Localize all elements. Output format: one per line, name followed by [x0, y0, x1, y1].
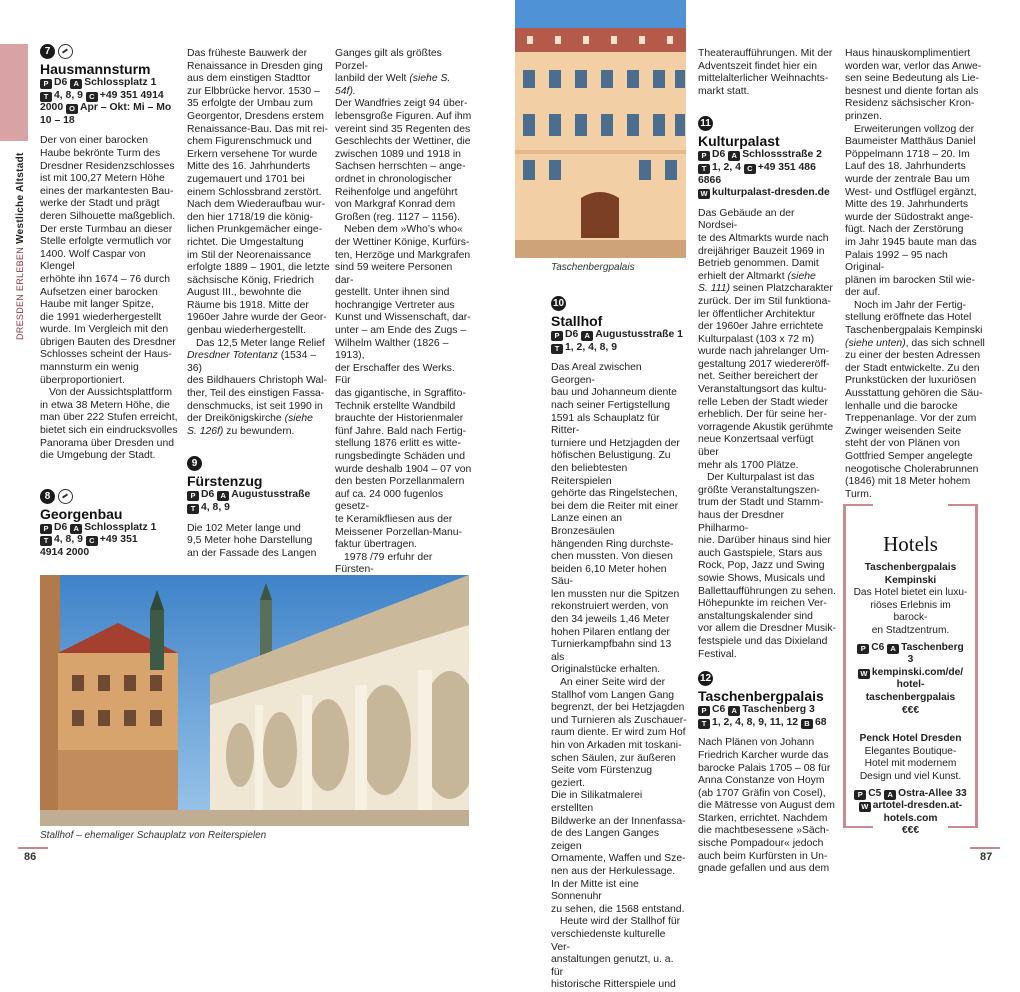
- hotel-price: €€€: [902, 704, 919, 716]
- hotel-name: Taschenbergpalais Kempinski: [864, 562, 957, 586]
- address-icon: A: [217, 491, 229, 501]
- address-icon: A: [70, 79, 82, 89]
- web-icon: W: [698, 189, 710, 199]
- entry-title: Fürstenzug: [187, 473, 263, 490]
- tram-icon: T: [40, 92, 52, 102]
- photo-caption: Stallhof – ehemaliger Schauplatz von Reiterspielen: [40, 830, 267, 841]
- entry-hausmannsturm: [40, 44, 178, 560]
- hotels-box: [843, 504, 978, 837]
- entry-body: Der Kulturpalast ist das größte Veranstaltungszen- trum der Stadt und Stamm- haus der Dresdner Philharmo- nie. Darüber hinaus sind hier auch Gastspiele, Stars aus Rock, Pop, Jazz und Swing sowie Shows, Musicals und Ballettaufführungen zu sehen. Höhepunkte im reichen Ver- anstaltungskalender sind vor allem die Dresdner Musik- festspiele und das Dixieland Festival.: [698, 472, 837, 660]
- tram-icon: T: [698, 719, 710, 729]
- entry-body: Das Gebäude an der Nordsei- te des Altmarkts wurde nach dreijähriger Bauzeit 1969 in Betrieb genommen. Damit erhielt der Altmarkt (siehe S. 111) seinen Platzcharakter zurück. Der im Stil funktiona- ler öffentlicher Architektur der 1960er Jahre errichtete Kulturpalast (103 x 72 m) wurde nach jahrelanger Um- gestaltung 2017 wiedereröff- net. Seither bereichert der Veranstaltungsort das kultu- relle Leben der Stadt wieder erheblich. Der für seine her- vorragende Akustik gerühmte neue Konzertsaal verfügt über mehr als 1700 Plätze.: [698, 207, 834, 471]
- address-icon: A: [581, 331, 593, 341]
- tram-icon: T: [40, 536, 52, 546]
- column-fuerstenzug: [335, 48, 473, 640]
- taschenbergpalais-photo: [515, 0, 686, 258]
- map-icon: P: [854, 790, 866, 800]
- tram-icon: T: [698, 164, 710, 174]
- entry-number: 7: [40, 44, 55, 59]
- column-georgenbau: [187, 48, 330, 560]
- hotel-info: P C5 A Ostra-Allee 33: [853, 788, 968, 801]
- entry-body: 1978 /79 erfuhr der Fürsten-: [335, 551, 433, 576]
- address-icon: A: [887, 644, 899, 654]
- page-number: 87: [980, 851, 993, 863]
- entry-info: P C6 A Taschenberg 3 T 1, 2, 4, 8, 9, 11, 12 B 68: [698, 704, 836, 729]
- hotel-website[interactable]: W artotel-dresden.at- hotels.com: [853, 800, 968, 825]
- section-label-guide: DRESDEN ERLEBEN: [15, 246, 25, 340]
- entry-info: P D6 A Augustusstraße T 4, 8, 9: [187, 489, 330, 514]
- map-icon: P: [551, 331, 563, 341]
- phone-icon: C: [744, 164, 756, 174]
- address-icon: A: [70, 524, 82, 534]
- entry-number: 11: [698, 116, 713, 131]
- entry-number: 10: [552, 298, 565, 309]
- address-icon: A: [728, 706, 740, 716]
- entry-title: Hausmannsturm: [40, 61, 151, 77]
- entry-number: 8: [40, 489, 55, 504]
- section-label: [15, 152, 26, 340]
- hotel-price: €€€: [902, 825, 919, 837]
- entry-body: Neben dem »Who’s who« der Wettiner Könige, Kurfürs- ten, Herzöge und Markgrafen sind 59 weitere Personen dar- gestellt. Unter ihnen sind hochrangige Vertreter aus Kunst und Wissenschaft, dar- unter – am Ende des Zugs – Wilhelm Walther (1826 – 1913), der Erschaffer des Werks. Für das gigantische, in Sgraffito- Technik erstellte Wandbild brauchte der Historienmaler fünf Jahre. Bald nach Fertig- stellung 1876 erlitt es witte- rungsbedingte Schäden und wurde deshalb 1904 – 07 von den besten Porzellanmalern auf ca. 24 000 fugenlos gesetz- te Keramikfliesen aus der Meissener Porzellan-Manu- faktur übertragen.: [335, 224, 472, 551]
- web-icon: W: [859, 802, 871, 812]
- map-icon: P: [698, 151, 710, 161]
- entry-body: Das früheste Bauwerk der Renaissance in Dresden ging aus dem einstigen Stadttor zur Elbbrücke hervor. 1530 – 35 erfolgte der Umbau zum Georgentor, Dresdens erstem Renaissance-Bau. Das mit rei- chem Figurenschmuck und Erkern versehene Tor wurde Mitte des 16. Jahrhunderts zugemauert und 1701 bei einem Schlossbrand zerstört. Nach dem Wiederaufbau wur- den hier 1718/19 die könig- lichen Prunkgemächer einge- richtet. Die Umgestaltung im Stil der Neorenaissance erfolgte 1889 – 1901, die letzte sächsische König, Friedrich August III., bewohnte die Räume bis 1918. Mitte der 1960er Jahre wurde der Geor- genbau wiederhergestellt.: [187, 48, 330, 337]
- map-icon: P: [40, 524, 52, 534]
- entry-info: P D6 A Schlossplatz 1 T 4, 8, 9 C +49 351 4914 2000 O Apr – Okt: Mi – Mo 10 – 18: [40, 77, 172, 126]
- address-icon: A: [728, 151, 740, 161]
- bus-icon: B: [801, 719, 813, 729]
- column-kulturpalast: [698, 48, 836, 876]
- tip-icon: [58, 489, 73, 504]
- entry-body: Das 12,5 Meter lange Relief Dresdner Totentanz (1534 – 36) des Bildhauers Christoph Wal- ther, Teil des einstigen Fassa- denschmucks, ist seit 1990 in der Dreikönigskirche (siehe S. 126f) zu bewundern.: [187, 337, 327, 437]
- page-rule: [18, 847, 48, 849]
- entry-body: Der von einer barocken Haube bekrönte Turm des Dresdner Residenzschlosses ist mit 100,27 Metern Höhe eines der markantesten Bau- werke der Stadt und prägt deren Silhouette maßgeblich. Der erste Turmbau an dieser Stelle erfolgte vermutlich vor 1400. Wolf Caspar von Klengel erhöhte ihn 1674 – 76 durch Aufsetzen einer barocken Haube mit langer Spitze, die 1991 wiederhergestellt wurde. Im Vergleich mit den übrigen Bauten des Dresdner Schlosses scheint der Haus- mannsturm ein wenig überproportioniert.: [40, 135, 176, 386]
- entry-body: An einer Seite wird der Stallhof vom Langen Gang begrenzt, der bei Hetzjagden und Turnieren als Zuschauer- raum diente. Er wird zum Hof hin von Arkaden mit toskani- schen Säulen, zur äußeren Seite vom Fürstenzug geziert. Die in Silikatmalerei erstellten Bildwerke an der Innenfassa- de des Langen Ganges zeigen Ornamente, Waffen und Sze- nen aus der Herkulessage. In der Mitte ist eine Sonnenuhr zu sehen, die 1568 entstand.: [551, 677, 687, 915]
- phone-icon: C: [86, 92, 98, 102]
- hotels-heading: Hotels: [883, 532, 938, 556]
- hotel-description: Das Hotel bietet ein luxu- riöses Erlebnis im barock- en Stadtzentrum.: [853, 587, 968, 636]
- entry-title: Georgenbau: [40, 505, 123, 522]
- map-icon: P: [40, 79, 52, 89]
- entry-body: Haus hinauskomplimentiert worden war, verlor das Anwe- sen seine Bedeutung als Lie- besnest und diente fortan als Residenz sächsischer Kron- prinzen.: [845, 48, 982, 122]
- entry-title: Stallhof: [551, 313, 603, 329]
- hotel-website[interactable]: W kempinski.com/de/ hotel-taschenbergpalais: [853, 667, 968, 705]
- hotel-description: Elegantes Boutique- Hotel mit modernem Design und viel Kunst.: [859, 745, 962, 782]
- map-icon: P: [698, 706, 710, 716]
- entry-number: 12: [699, 673, 712, 685]
- page-rule: [970, 847, 1000, 849]
- tip-icon: [58, 44, 73, 59]
- section-color-tab: [0, 44, 28, 141]
- entry-title: Kulturpalast: [698, 133, 780, 150]
- entry-stallhof: [551, 296, 687, 992]
- entry-body: Ganges gilt als größtes Porzel- lanbild der Welt (siehe S. 54f). Der Wandfries zeigt 94 über- lebensgroße Figuren. Auf ihm vereint sind 35 Regenten des Geschlechts der Wettiner, die zwischen 1089 und 1918 in Sachsen herrschten – ange- ordnet in chronologischer Reihenfolge und angeführt von Markgraf Konrad dem Großen (reg. 1127 – 1156).: [335, 48, 472, 223]
- entry-info: P D6 A Schlossplatz 1 T 4, 8, 9 C +49 351 4914 2000: [40, 521, 157, 558]
- entry-info: P D6 A Augustusstraße 1 T 1, 2, 4, 8, 9: [551, 329, 687, 354]
- entry-body: Erweiterungen vollzog der Baumeister Matthäus Daniel Pöppelmann 1718 – 20. Im Lauf des 18. Jahrhunderts wurde der zentrale Bau um West- und Ostflügel ergänzt, Mitte des 19. Jahrhunderts wurde der Südostrakt ange- fügt. Nach der Zerstörung im Jahr 1945 baute man das Palais 1992 – 95 nach Original- plänen im barocken Stil wie- der auf.: [845, 123, 977, 299]
- entry-body: Heute wird der Stallhof für verschiedenste kulturelle Ver- anstaltungen genutzt, u. a. für historische Ritterspiele und: [551, 916, 681, 991]
- entry-number: 9: [187, 456, 202, 471]
- hotel-info: P C6 A Taschenberg 3: [853, 642, 968, 667]
- section-label-district: Westliche Altstadt: [15, 152, 26, 244]
- map-icon: P: [857, 644, 869, 654]
- address-icon: A: [884, 790, 896, 800]
- entry-title: Taschenbergpalais: [698, 688, 824, 705]
- entry-body: Nach Plänen von Johann Friedrich Karcher wurde das barocke Palais 1705 – 08 für Anna Constanze von Hoym (ab 1707 Gräfin von Cosel), die Mätresse von August dem Starken, errichtet. Nachdem die machtbesessene »Säch- sische Pompadour« jedoch auch beim Kurfürsten in Un- gnade gefallen und aus dem: [698, 737, 835, 875]
- entry-info: P D6 A Schlossstraße 2 T 1, 2, 4 C +49 351 486 6866 W kulturpalast-dresden.de: [698, 149, 830, 199]
- phone-icon: C: [86, 536, 98, 546]
- hours-icon: O: [66, 104, 78, 114]
- entry-body: Das Areal zwischen Georgen- bau und Johanneum diente nach seiner Fertigstellung 1591 als Schauplatz für Ritter- turniere und Hetzjagden der höfischen Belustigung. Zu den beliebtesten Reiterspielen gehörte das Ringelstechen, bei dem die Reiter mit einer Lanze einen an Bronzesäulen hängenden Ring durchste- chen mussten. Von diesen beiden 6,10 Meter hohen Säu- len mussten nur die Spitzen rekonstruiert werden, von den 34 jeweils 1,46 Meter hohen Pilaren entlang der Turnierkampfbahn sind 13 als Originalstücke erhalten.: [551, 362, 680, 676]
- entry-body: Noch im Jahr der Fertig- stellung eröffnete das Hotel Taschenbergpalais Kempinski (siehe unten), das sich schnell zu einer der besten Adressen der Stadt entwickelte. Zu den Prunkstücken der luxuriösen Ausstattung gehören die Säu- lenhalle und die barocke Treppenanlage. Vor der zum Zwinger weisenden Seite steht der von Plänen von Gottfried Semper angelegte neogotische Cholerabrunnen (1846) mit 18 Meter hohem Turm.: [845, 299, 985, 500]
- tram-icon: T: [187, 504, 199, 514]
- stallhof-photo: [40, 575, 469, 826]
- hotel-name: Penck Hotel Dresden: [859, 733, 962, 745]
- tram-icon: T: [551, 344, 563, 354]
- entry-body: Von der Aussichtsplattform in etwa 38 Metern Höhe, die man über 222 Stufen erreicht, bietet sich ein eindrucksvolles Panorama über Dresden und die Umgebung der Stadt.: [40, 387, 178, 462]
- map-icon: P: [187, 491, 199, 501]
- column-taschenbergpalais: [845, 48, 985, 501]
- entry-body: Die 102 Meter lange und 9,5 Meter hohe Darstellung an der Fassade des Langen: [187, 522, 317, 559]
- page-number: 86: [24, 851, 37, 863]
- web-icon: W: [858, 669, 870, 679]
- photo-caption: Taschenbergpalais: [551, 262, 635, 273]
- entry-body: Theateraufführungen. Mit der Adventszeit findet hier ein mittelalterlicher Weihnachts- markt statt.: [698, 48, 833, 97]
